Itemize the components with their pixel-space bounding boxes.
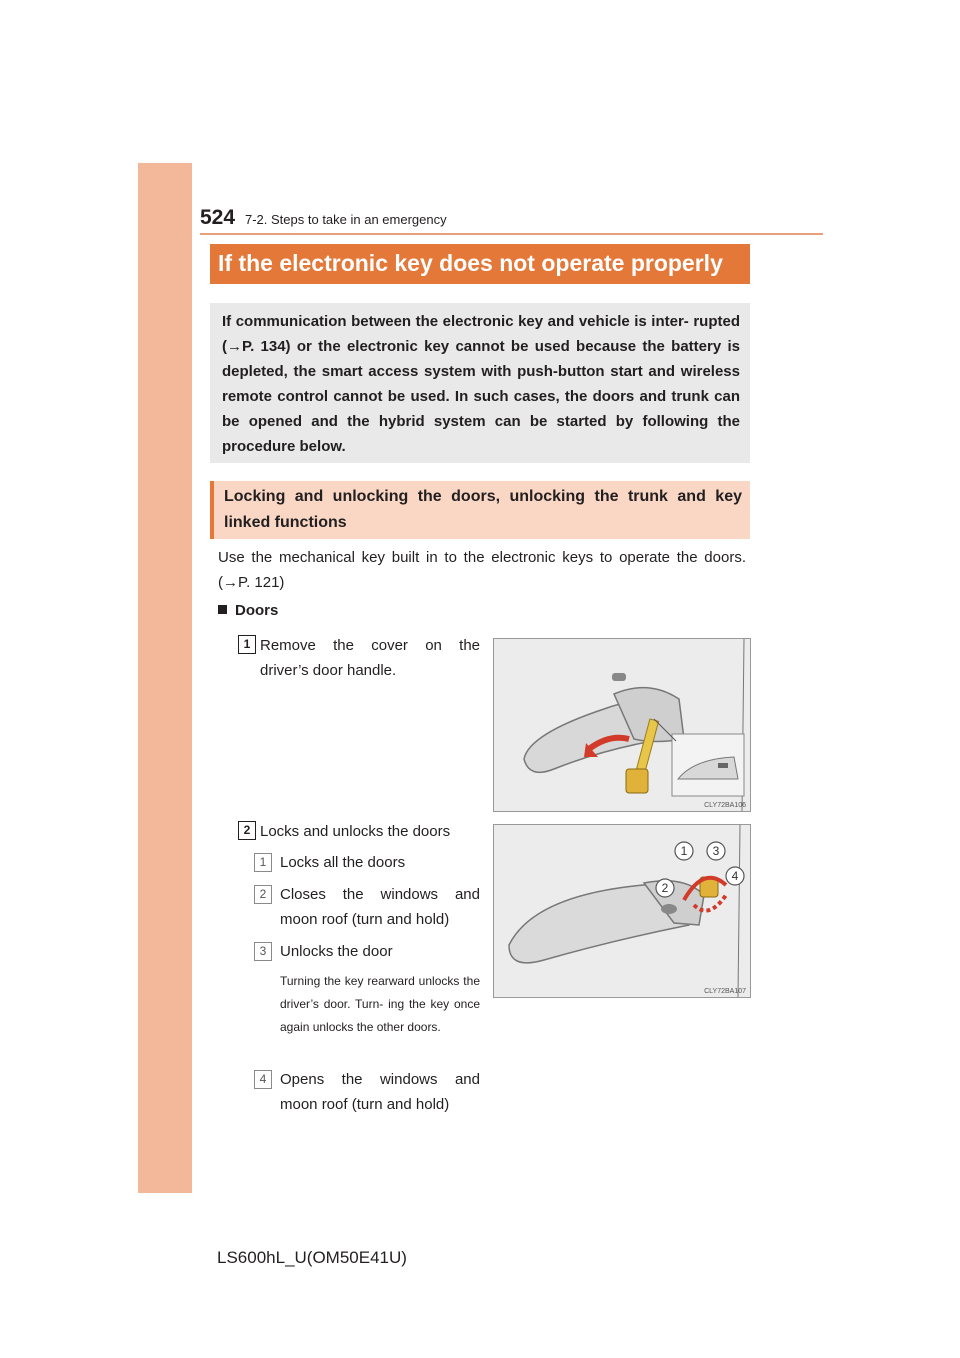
item-2-badge: 2 xyxy=(254,885,272,904)
section-title: 7-2. Steps to take in an emergency xyxy=(245,212,447,227)
header-rule xyxy=(200,233,823,235)
doors-heading xyxy=(218,602,278,619)
item-2-text: Closes the windows and moon roof (turn and hold) xyxy=(280,886,480,928)
item-4-text: Opens the windows and moon roof (turn and hold) xyxy=(280,1071,480,1113)
chapter-sidebar xyxy=(138,163,192,1193)
body-text: Use the mechanical key built in to the electronic keys to operate the doors. (→P. 121) xyxy=(218,549,746,591)
fig2-label-3: 3 xyxy=(712,844,720,858)
square-bullet-icon xyxy=(218,605,227,614)
figure-1-code: CLY72BA106 xyxy=(704,802,746,809)
item-1-text: Locks all the doors xyxy=(280,854,406,871)
item-4-badge: 4 xyxy=(254,1070,272,1089)
step-2-badge: 2 xyxy=(238,821,256,840)
main-heading: If the electronic key does not operate properly xyxy=(210,244,750,284)
item-3-note: Turning the key rearward unlocks the driver’s door. Turn- ing the key once again unlocks the other doors. xyxy=(280,974,480,1034)
item-3-text: Unlocks the door xyxy=(280,943,393,960)
figure-2-code: CLY72BA107 xyxy=(704,988,746,995)
sub-heading: Locking and unlocking the doors, unlocking the trunk and key linked functions xyxy=(210,481,750,539)
page-number: 524 xyxy=(200,206,236,229)
door-handle-illustration xyxy=(494,639,750,811)
item-3-badge: 3 xyxy=(254,942,272,961)
step-2-text: Locks and unlocks the doors xyxy=(260,823,451,840)
step-1-badge: 1 xyxy=(238,635,256,654)
footer-model-code: LS600hL_U(OM50E41U) xyxy=(217,1248,407,1267)
doors-heading-label: Doors xyxy=(235,602,279,619)
fig2-label-2: 2 xyxy=(661,881,669,895)
figure-key-turning xyxy=(493,824,751,998)
step-1-text: Remove the cover on the driver’s door handle. xyxy=(260,637,480,679)
figure-door-handle-cover xyxy=(493,638,751,812)
fig2-label-1: 1 xyxy=(680,844,688,858)
fig2-label-4: 4 xyxy=(731,869,739,883)
intro-box: If communication between the electronic key and vehicle is inter- rupted (→P. 134) or the electronic key cannot be used because the battery is depleted, the smart access system with push-button start and wireless remote control cannot be used. In such cases, the doors and trunk can be opened and the hybrid system can be started by following the procedure below. xyxy=(210,303,750,463)
item-1-badge: 1 xyxy=(254,853,272,872)
key-turning-illustration xyxy=(494,825,750,997)
